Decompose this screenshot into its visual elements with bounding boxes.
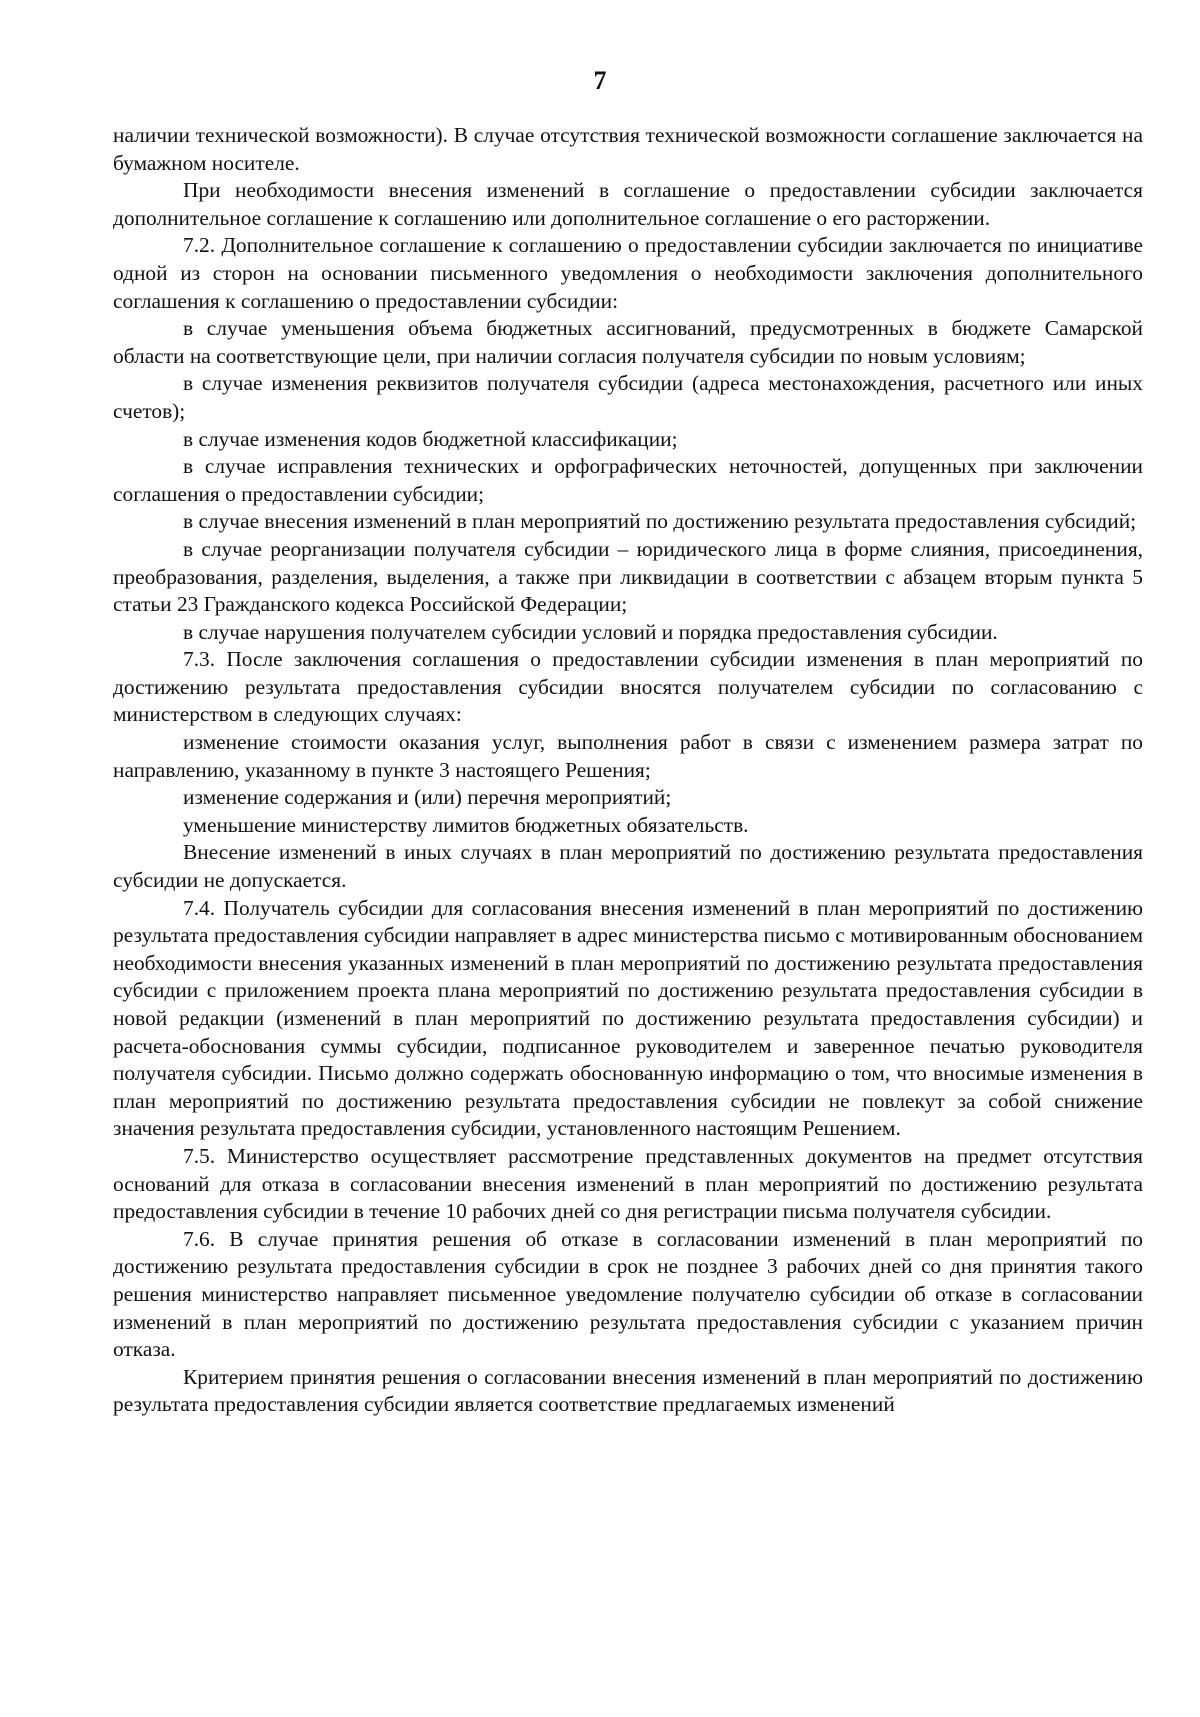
paragraph-continuation: наличии технической возможности). В случае отсутствия технической возможности соглашение заключается на бумажном носителе.	[113, 123, 1143, 175]
list-item: в случае изменения реквизитов получателя субсидии (адреса местонахождения, расчетного или иных счетов);	[113, 371, 1143, 423]
list-item: в случае нарушения получателем субсидии условий и порядка предоставления субсидии.	[183, 619, 998, 644]
paragraph: Критерием принятия решения о согласовании внесения изменений в план мероприятий по достижению результата предоставления субсидии является соответствие предлагаемых изменений	[113, 1364, 1143, 1417]
list-item: уменьшение министерству лимитов бюджетных обязательств.	[183, 812, 749, 837]
clause-7-6: 7.6. В случае принятия решения об отказе в согласовании изменений в план мероприятий по достижению результата предоставления субсидии в срок не позднее 3 рабочих дней со дня принятия такого решения министерство направляет письменное уведомление получателю субсидии об отказе в согласовании изменений в план мероприятий по достижению результата предоставления субсидии с указанием причин отказа.	[113, 1226, 1143, 1362]
clause-7-5: 7.5. Министерство осуществляет рассмотрение представленных документов на предмет отсутствия оснований для отказа в согласовании внесения изменений в план мероприятий по достижению результата предоставления субсидии в течение 10 рабочих дней со дня регистрации письма получателя субсидии.	[113, 1143, 1143, 1224]
list-item: изменение стоимости оказания услуг, выполнения работ в связи с изменением размера затрат по направлению, указанному в пункте 3 настоящего Решения;	[113, 730, 1143, 782]
clause-7-2: 7.2. Дополнительное соглашение к соглашению о предоставлении субсидии заключается по инициативе одной из сторон на основании письменного уведомления о необходимости заключения дополнительного соглашения к соглашению о предоставлении субсидии:	[113, 233, 1143, 313]
page-number: 7	[593, 66, 607, 95]
list-item: изменение содержания и (или) перечня мероприятий;	[183, 785, 672, 810]
list-item: в случае внесения изменений в план мероприятий по достижению результата предоставления субсидий;	[183, 509, 1137, 534]
clause-7-4: 7.4. Получатель субсидии для согласования внесения изменений в план мероприятий по достижению результата предоставления субсидии направляет в адрес министерства письмо с мотивированным обоснованием необходимости внесения указанных изменений в план мероприятий по достижению результата предоставления субсидии с приложением проекта плана мероприятий по достижению результата предоставления субсидии в новой редакции (изменений в план мероприятий по достижению результата предоставления субсидии) и расчета-обоснования суммы субсидии, подписанное руководителем и заверенное печатью руководителя получателя субсидии. Письмо должно содержать обоснованную информацию о том, что вносимые изменения в план мероприятий по достижению результата предоставления субсидии не повлекут за собой снижение значения результата предоставления субсидии, установленного настоящим Решением.	[113, 895, 1143, 1141]
list-item: в случае реорганизации получателя субсидии – юридического лица в форме слияния, присоединения, преобразования, разделения, выделения, а также при ликвидации в соответствии с абзацем вторым пункта 5 статьи 23 Гражданского кодекса Российской Федерации;	[113, 536, 1143, 617]
document-body	[113, 122, 1143, 1419]
paragraph: При необходимости внесения изменений в соглашение о предоставлении субсидии заключается дополнительное соглашение к соглашению или дополнительное соглашение о его расторжении.	[113, 178, 1143, 230]
paragraph: Внесение изменений в иных случаях в план мероприятий по достижению результата предоставления субсидии не допускается.	[113, 840, 1143, 893]
list-item: в случае изменения кодов бюджетной классификации;	[183, 426, 678, 451]
list-item: в случае исправления технических и орфографических неточностей, допущенных при заключении соглашения о предоставлении субсидии;	[113, 454, 1143, 506]
list-item: в случае уменьшения объема бюджетных ассигнований, предусмотренных в бюджете Самарской области на соответствующие цели, при наличии согласия получателя субсидии по новым условиям;	[113, 316, 1143, 368]
clause-7-3: 7.3. После заключения соглашения о предоставлении субсидии изменения в план мероприятий по достижению результата предоставления субсидии вносятся получателем субсидии по согласованию с министерством в следующих случаях:	[113, 647, 1143, 727]
